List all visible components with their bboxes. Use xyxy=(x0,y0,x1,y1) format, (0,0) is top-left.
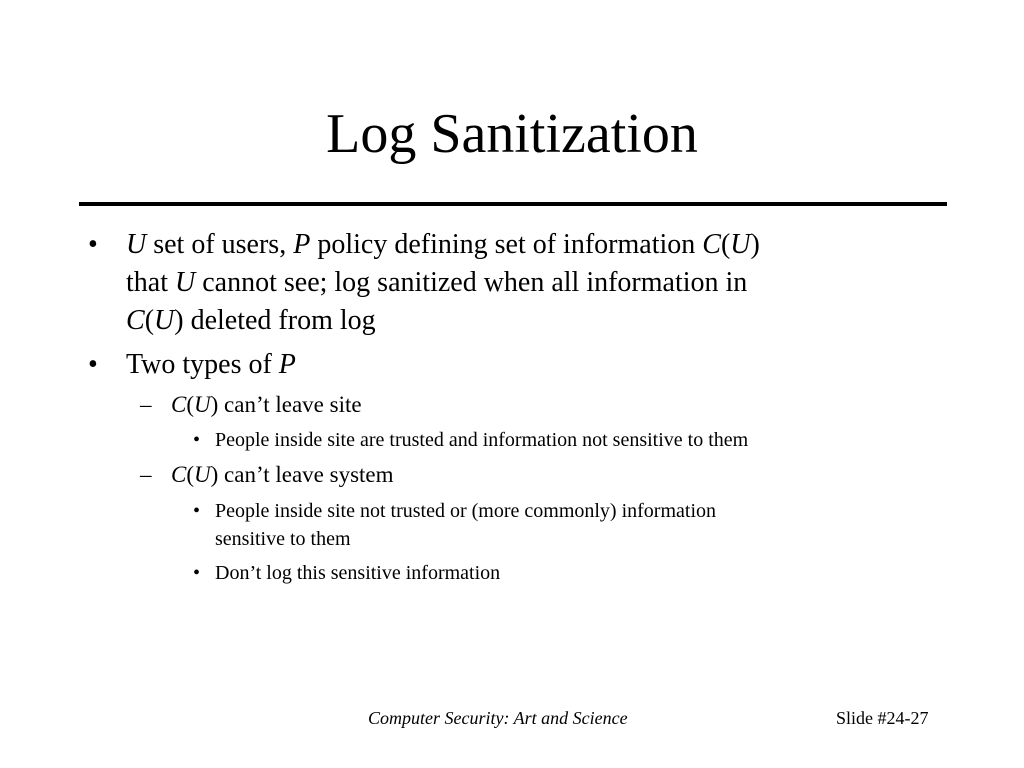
text-line: C(U) can’t leave site xyxy=(171,392,362,417)
text-line: Don’t log this sensitive information xyxy=(215,562,501,584)
detail-item-dont-log xyxy=(215,559,935,587)
bullet-item-two-types xyxy=(126,346,926,384)
detail-item-not-trusted xyxy=(215,497,935,553)
text-line: Two types of P xyxy=(126,349,296,380)
slide-title: Log Sanitization xyxy=(326,103,698,165)
bullet-marker: • xyxy=(193,562,201,584)
bullet-marker: • xyxy=(88,229,98,260)
dash-marker: – xyxy=(140,462,152,487)
text-line: sensitive to them xyxy=(215,528,351,550)
bullet-marker: • xyxy=(193,500,201,522)
detail-item-trusted xyxy=(215,426,935,454)
bullet-marker: • xyxy=(193,429,201,451)
text-line: U set of users, P policy defining set of information C(U) xyxy=(126,229,760,260)
text-line: People inside site not trusted or (more commonly) information xyxy=(215,500,717,522)
sub-item-cant-leave-system xyxy=(171,460,921,490)
bullet-marker: • xyxy=(88,349,98,380)
dash-marker: – xyxy=(140,392,152,417)
footer-slide-number: Slide #24-27 xyxy=(836,708,929,728)
text-line: C(U) can’t leave system xyxy=(171,462,394,487)
text-line: C(U) deleted from log xyxy=(126,305,376,336)
text-line: People inside site are trusted and information not sensitive to them xyxy=(215,429,749,451)
sub-item-cant-leave-site xyxy=(171,390,921,420)
bullet-item-users-policy xyxy=(126,226,926,340)
text-line: that U cannot see; log sanitized when all information in xyxy=(126,267,748,298)
footer-course-title: Computer Security: Art and Science xyxy=(368,708,628,728)
